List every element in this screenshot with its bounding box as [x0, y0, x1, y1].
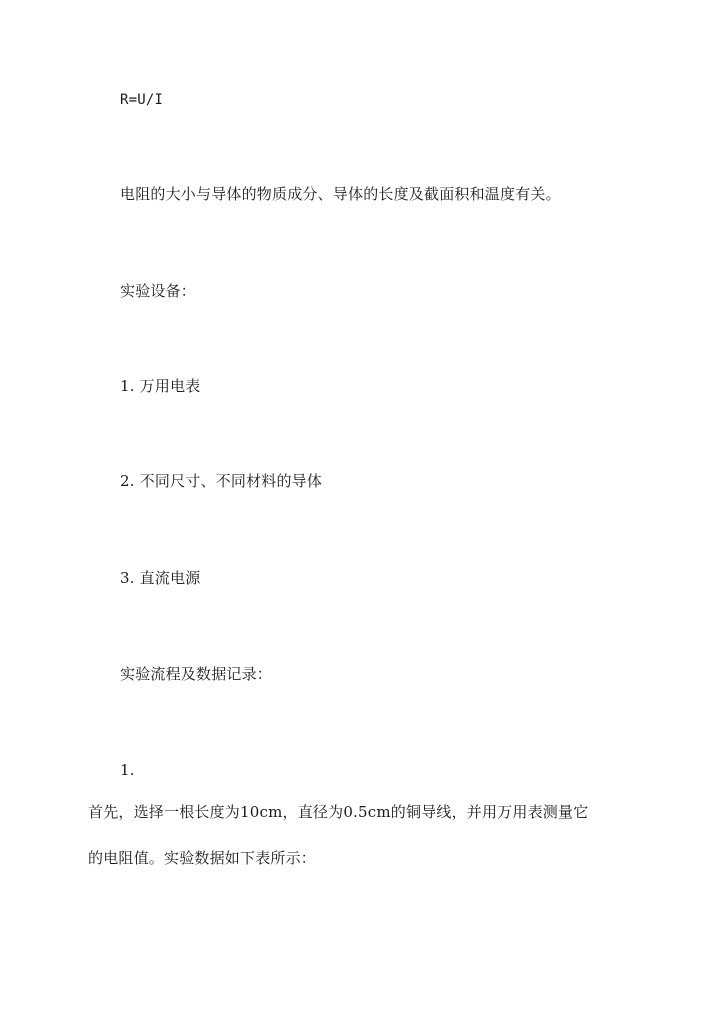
equipment-item-conductors: 2. 不同尺寸、不同材料的导体: [120, 472, 323, 490]
procedure-step-text-line2: 的电阻值。实验数据如下表所示：: [88, 849, 317, 867]
equipment-item-dc-power: 3. 直流电源: [120, 569, 201, 587]
procedure-heading: 实验流程及数据记录：: [120, 665, 273, 683]
procedure-step-text-line1: 首先，选择一根长度为10cm，直径为0.5cm的铜导线，并用万用表测量它: [88, 803, 589, 821]
ohms-law-formula: R=U/I: [120, 92, 164, 108]
resistance-factors-paragraph: 电阻的大小与导体的物质成分、导体的长度及截面积和温度有关。: [120, 185, 561, 203]
procedure-step-number: 1.: [120, 761, 135, 779]
equipment-heading: 实验设备：: [120, 282, 197, 300]
equipment-item-multimeter: 1. 万用电表: [120, 377, 201, 395]
